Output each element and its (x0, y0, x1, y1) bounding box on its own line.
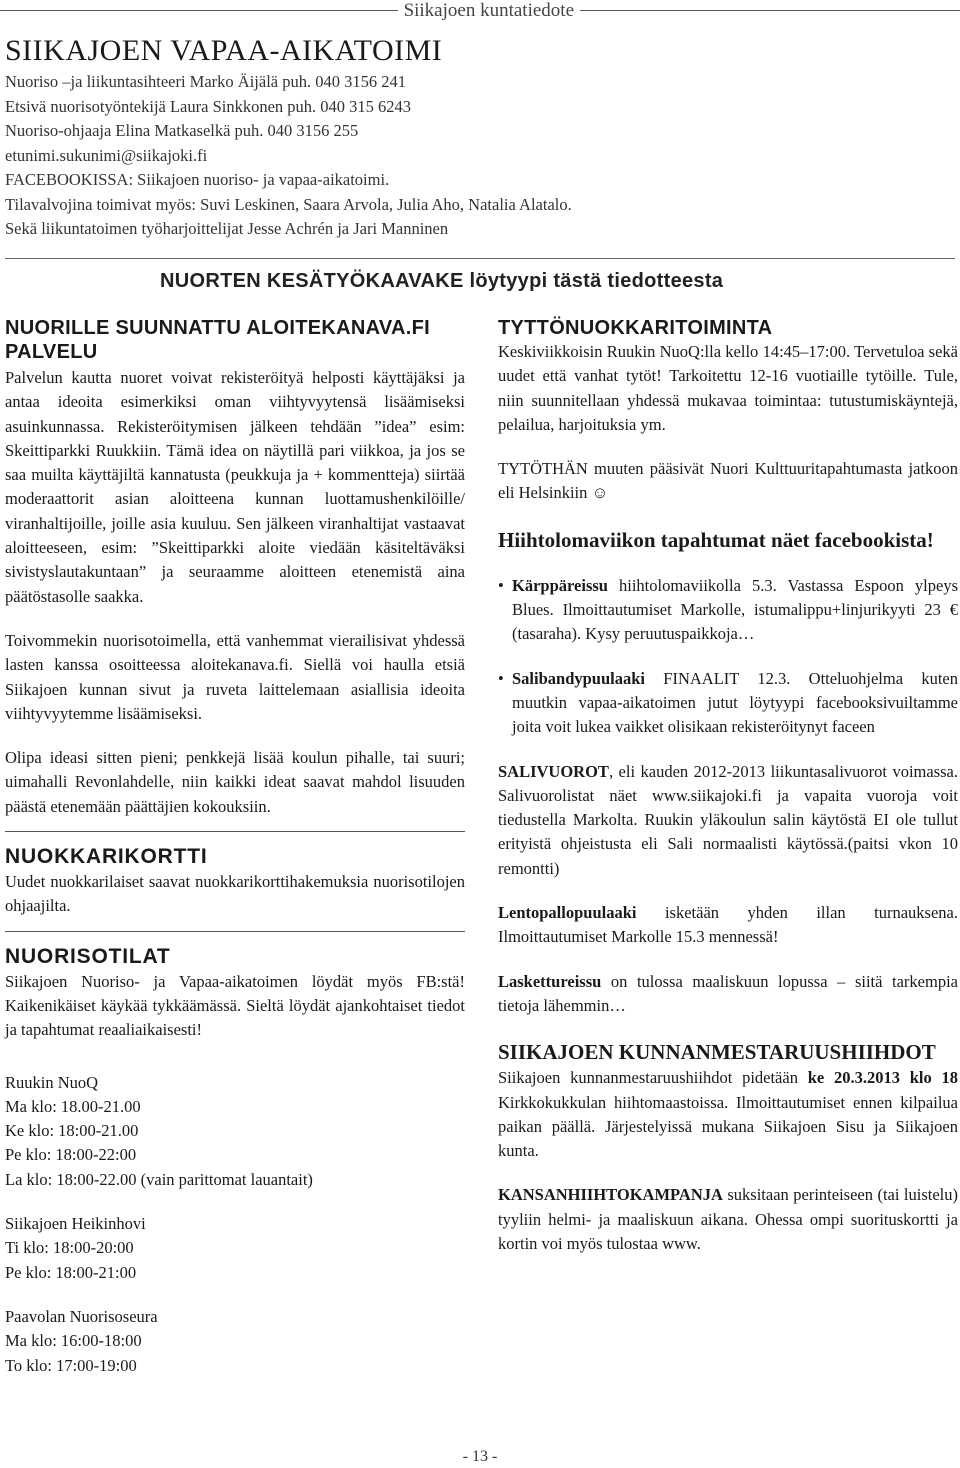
bullet-icon: • (498, 668, 504, 688)
hiihtoloma-heading: Hiihtolomaviikon tapahtumat näet facebookista! (498, 527, 934, 552)
nuorisotilat-heading: NUORISOTILAT (5, 944, 171, 968)
mestaruus-text: Kirkkokukkulan hiihtomaastoissa. Ilmoittautumiset ennen kilpailua paikan päällä. Järjestelyissä mukana Siikajoen Sisu ja Siikajoen kunta. (498, 1092, 958, 1161)
event-text: FINAALIT 12.3. Otteluohjelma kuten muutkin vapaa-aikatoimen jutut löytyypi facebooksivuiltamme joita voit lukea vaikket olisikaan rekisteröitynyt faceen (512, 668, 958, 737)
salivuorot-label: SALIVUOROT (498, 761, 609, 781)
list-item (498, 574, 958, 647)
salivuorot-text: , eli kauden 2012-2013 liikuntasalivuorot voimassa. Salivuorolistat näet www.siikajoki.fi ja vapaita vuoroja voit tiedustella Markolta. Ruukin yläkoulun salin käytöstä EI ole tullut erityistä ohjeistusta eli Sali normaalisti käytössä.(paitsi vkon 10 remontti) (498, 761, 958, 878)
hours-ruukki (5, 1071, 465, 1192)
events-list (498, 574, 958, 740)
lentopallo-paragraph (498, 901, 958, 950)
venue-name: Paavolan Nuorisoseura (5, 1306, 158, 1326)
tyttonuokkari-heading: TYTTÖNUOKKARITOIMINTA (498, 317, 773, 339)
opening-hours: Pe klo: 18:00-21:00 (5, 1262, 137, 1282)
nuorisotilat-paragraph: Siikajoen Nuoriso- ja Vapaa-aikatoimen löydät myös FB:stä! Kaikenikäiset käykää tykkäämässä. Sieltä löydät ajankohtaiset tiedot ja tapahtumat reaaliaikaisesti! (5, 971, 465, 1040)
hours-heikinhovi (5, 1212, 465, 1285)
opening-hours: Pe klo: 18:00-22:00 (5, 1145, 137, 1165)
contact-email[interactable]: etunimi.sukunimi@siikajoki.fi (5, 145, 208, 165)
aloite-paragraph: Palvelun kautta nuoret voivat rekisteröityä helposti käyttäjäksi ja antaa ideoita esimerkiksi oman viihtyvyytensä lisäämiseksi asuinkunnassa. Rekisteröitymisen jälkeen tehdään ”idea” esim: Skeittiparkki Ruukkiin. Tämä idea on näytillä pari viikkoa, ja jos se saa muilta käyttäjiltä kannatusta (peukkuja ja + kommentteja) siirtää moderaattorit asian aloitteena kunnan luottamushenkilöille/ viranhaltijoille, joille asia kuuluu. Sen jälkeen viranhaltijat vastaavat aloitteeseen, esim: ”Skeittiparkki aloite viedään käsiteltäväksi sivistyslautakuntaan” ja seuraamme aloitteen etenemistä aina päätöstasolle saakka. (5, 368, 465, 606)
bullet-icon: • (498, 575, 504, 595)
left-column (5, 316, 465, 1378)
hours-paavola (5, 1305, 465, 1378)
contact-line: Etsivä nuorisotyöntekijä Laura Sinkkonen puh. 040 315 6243 (5, 96, 412, 116)
contact-line: Nuoriso-ohjaaja Elina Matkaselkä puh. 040 3156 255 (5, 121, 359, 140)
laskettelu-text: on tulossa maaliskuun lopussa – siitä tarkempia tietoja lähemmin… (498, 971, 958, 1015)
aloite-paragraph: Toivommekin nuorisotoimella, että vanhemmat vierailisivat yhdessä lasten kanssa osoitteessa aloitekanava.fi. Siellä voi haulla etsiä Siikajoen kunnan sivut ja ruveta laittelemaan asiallisia ideoita viihtyvyytemme lisäämiseksi. (5, 630, 465, 723)
lentopallo-text: isketään yhden illan turnauksena. Ilmoittautumiset Markolle 15.3 mennessä! (498, 903, 958, 947)
tytothan-paragraph: TYTÖTHÄN muuten pääsivät Nuori Kulttuuritapahtumasta jatkoon eli Helsinkiin ☺ (498, 459, 958, 503)
salivuorot-paragraph (498, 760, 958, 881)
aloite-paragraph: Olipa ideasi sitten pieni; penkkejä lisää koulun pihalle, tai suuri; uimahalli Revonlahdelle, niin kaikki ideat saavat mahdol lisuuden päästä etenemään päättäjien kokouksiin. (5, 748, 465, 816)
opening-hours: Ti klo: 18:00-20:00 (5, 1238, 134, 1258)
mestaruushiihdot-paragraph (498, 1066, 958, 1163)
mestaruushiihdot-heading: SIIKAJOEN KUNNANMESTARUUSHIIHDOT (498, 1040, 936, 1065)
header-title: Siikajoen kuntatiedote (398, 0, 580, 22)
mestaruus-text: Siikajoen kunnanmestaruushiihdot pidetään (498, 1068, 808, 1088)
kampanja-text: suksitaan perinteiseen (tai luistelu) tyyliin helmi- ja maaliskuun aikana. Ohessa ompi suorituskortti ja kortin voi myös tulostaa www. (498, 1185, 958, 1254)
mestaruus-date: ke 20.3.2013 klo 18 (807, 1068, 958, 1088)
opening-hours: To klo: 17:00-19:00 (5, 1355, 137, 1375)
section-title: SIIKAJOEN VAPAA-AIKATOIMI (5, 34, 443, 67)
laskettelu-paragraph (498, 970, 958, 1019)
contact-section (5, 34, 945, 242)
aloite-heading: NUORILLE SUUNNATTU ALOITEKANAVA.FI PALVELU (5, 317, 430, 363)
section-divider (5, 258, 955, 259)
kampanja-label: KANSANHIIHTOKAMPANJA (498, 1185, 723, 1205)
contact-line: Tilavalvojina toimivat myös: Suvi Leskinen, Saara Arvola, Julia Aho, Natalia Alatalo. (5, 194, 572, 214)
contact-line: Nuoriso –ja liikuntasihteeri Marko Äijälä puh. 040 3156 241 (5, 72, 406, 91)
opening-hours: Ma klo: 16:00-18:00 (5, 1331, 142, 1351)
page-number: - 13 - (462, 1448, 498, 1465)
contact-line: FACEBOOKISSA: Siikajoen nuoriso- ja vapaa-aikatoimi. (5, 170, 390, 189)
opening-hours: Ke klo: 18:00-21.00 (5, 1121, 139, 1141)
event-name: Kärppäreissu (512, 575, 608, 595)
opening-hours: La klo: 18:00-22.00 (vain parittomat lauantait) (5, 1169, 313, 1189)
tyttonuokkari-paragraph: Keskiviikkoisin Ruukin NuoQ:lla kello 14:45–17:00. Tervetuloa sekä uudet että vanhat tytöt! Tarkoitettu 12-16 vuotiaille tytöille. Tule, niin suunnitellaan yhdessä mukavaa toimintaa: tutustumiskäyntejä, pelailua, harjoituksia ym. (498, 342, 958, 434)
kampanja-paragraph (498, 1183, 958, 1256)
banner-heading: NUORTEN KESÄTYÖKAAVAKE löytyypi tästä tiedotteesta (160, 270, 724, 292)
contact-line: Sekä liikuntatoimen työharjoittelijat Jesse Achrén ja Jari Manninen (5, 219, 449, 238)
opening-hours: Ma klo: 18.00-21.00 (5, 1096, 141, 1116)
event-name: Salibandypuulaaki (512, 668, 645, 688)
laskettelu-label: Laskettureissu (498, 971, 602, 991)
lentopallo-label: Lentopallopuulaaki (498, 903, 637, 923)
event-text: hiihtolomaviikolla 5.3. Vastassa Espoon ylpeys Blues. Ilmoittautumiset Markolle, istumalippu+linjurikyyti 23 € (tasaraha). Kysy peruutuspaikkoja… (512, 575, 958, 644)
list-item (498, 667, 958, 740)
venue-name: Siikajoen Heikinhovi (5, 1214, 146, 1234)
venue-name: Ruukin NuoQ (5, 1072, 99, 1092)
nuokkarikortti-heading: NUOKKARIKORTTI (5, 845, 208, 869)
nuokkarikortti-paragraph: Uudet nuokkarilaiset saavat nuokkarikorttihakemuksia nuorisotilojen ohjaajilta. (5, 872, 465, 916)
right-column (498, 316, 958, 1256)
